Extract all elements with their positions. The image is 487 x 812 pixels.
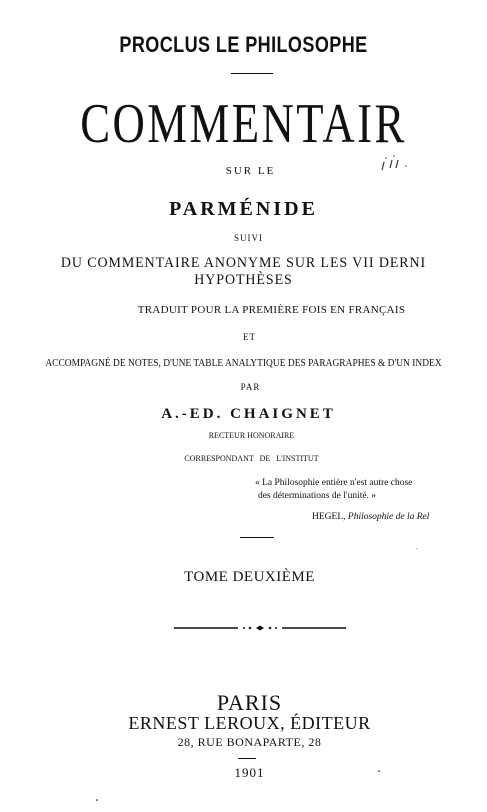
translator-title-2: CORRESPONDANT DE L'INSTITUT (184, 454, 319, 463)
author-rule (231, 73, 273, 74)
publication-city: PARIS (216, 690, 283, 715)
epigraph-author: HEGEL, (312, 512, 346, 522)
translator-name: A.-ED. CHAIGNET (161, 406, 336, 422)
publisher-name: ERNEST LEROUX, ÉDITEUR (128, 713, 371, 733)
publication-year: 1901 (234, 765, 265, 780)
epigraph-line-1: « La Philosophie entière n'est autre chose (255, 478, 413, 488)
epigraph-attribution (312, 513, 429, 523)
paper-speck (378, 770, 380, 772)
subject-title: PARMÉNIDE (169, 198, 318, 220)
epigraph-rule (240, 537, 274, 538)
paper-speck (96, 799, 98, 801)
translator-title-1: RECTEUR HONORAIRE (208, 431, 295, 440)
address-rule (238, 758, 256, 759)
translation-note: TRADUIT POUR LA PREMIÈRE FOIS EN FRANÇAIS (137, 304, 406, 316)
suivi-label: SUIVI (234, 233, 263, 243)
author-name: PROCLUS LE PHILOSOPHE (119, 32, 368, 57)
ornamental-rule (174, 624, 346, 632)
sur-le: SUR LE (225, 165, 276, 177)
accompaniment-note: ACCOMPAGNÉ DE NOTES, D'UNE TABLE ANALYTIQUE DES PARAGRAPHES & D'UN INDEX (45, 357, 442, 369)
paper-speck (416, 548, 417, 549)
et-label: ET (243, 332, 256, 342)
epigraph-line-2: des déterminations de l'unité. » (258, 491, 377, 501)
par-label: PAR (240, 382, 261, 392)
epigraph-work: Philosophie de la Rel (347, 512, 430, 522)
anonymous-commentary-line1: DU COMMENTAIRE ANONYME SUR LES VII DERNI (60, 255, 427, 271)
anonymous-commentary-line2: HYPOTHÈSES (194, 272, 293, 288)
volume-label: TOME DEUXIÈME (184, 569, 315, 585)
publisher-address: 28, RUE BONAPARTE, 28 (177, 735, 322, 749)
work-title: COMMENTAIR (80, 93, 407, 155)
